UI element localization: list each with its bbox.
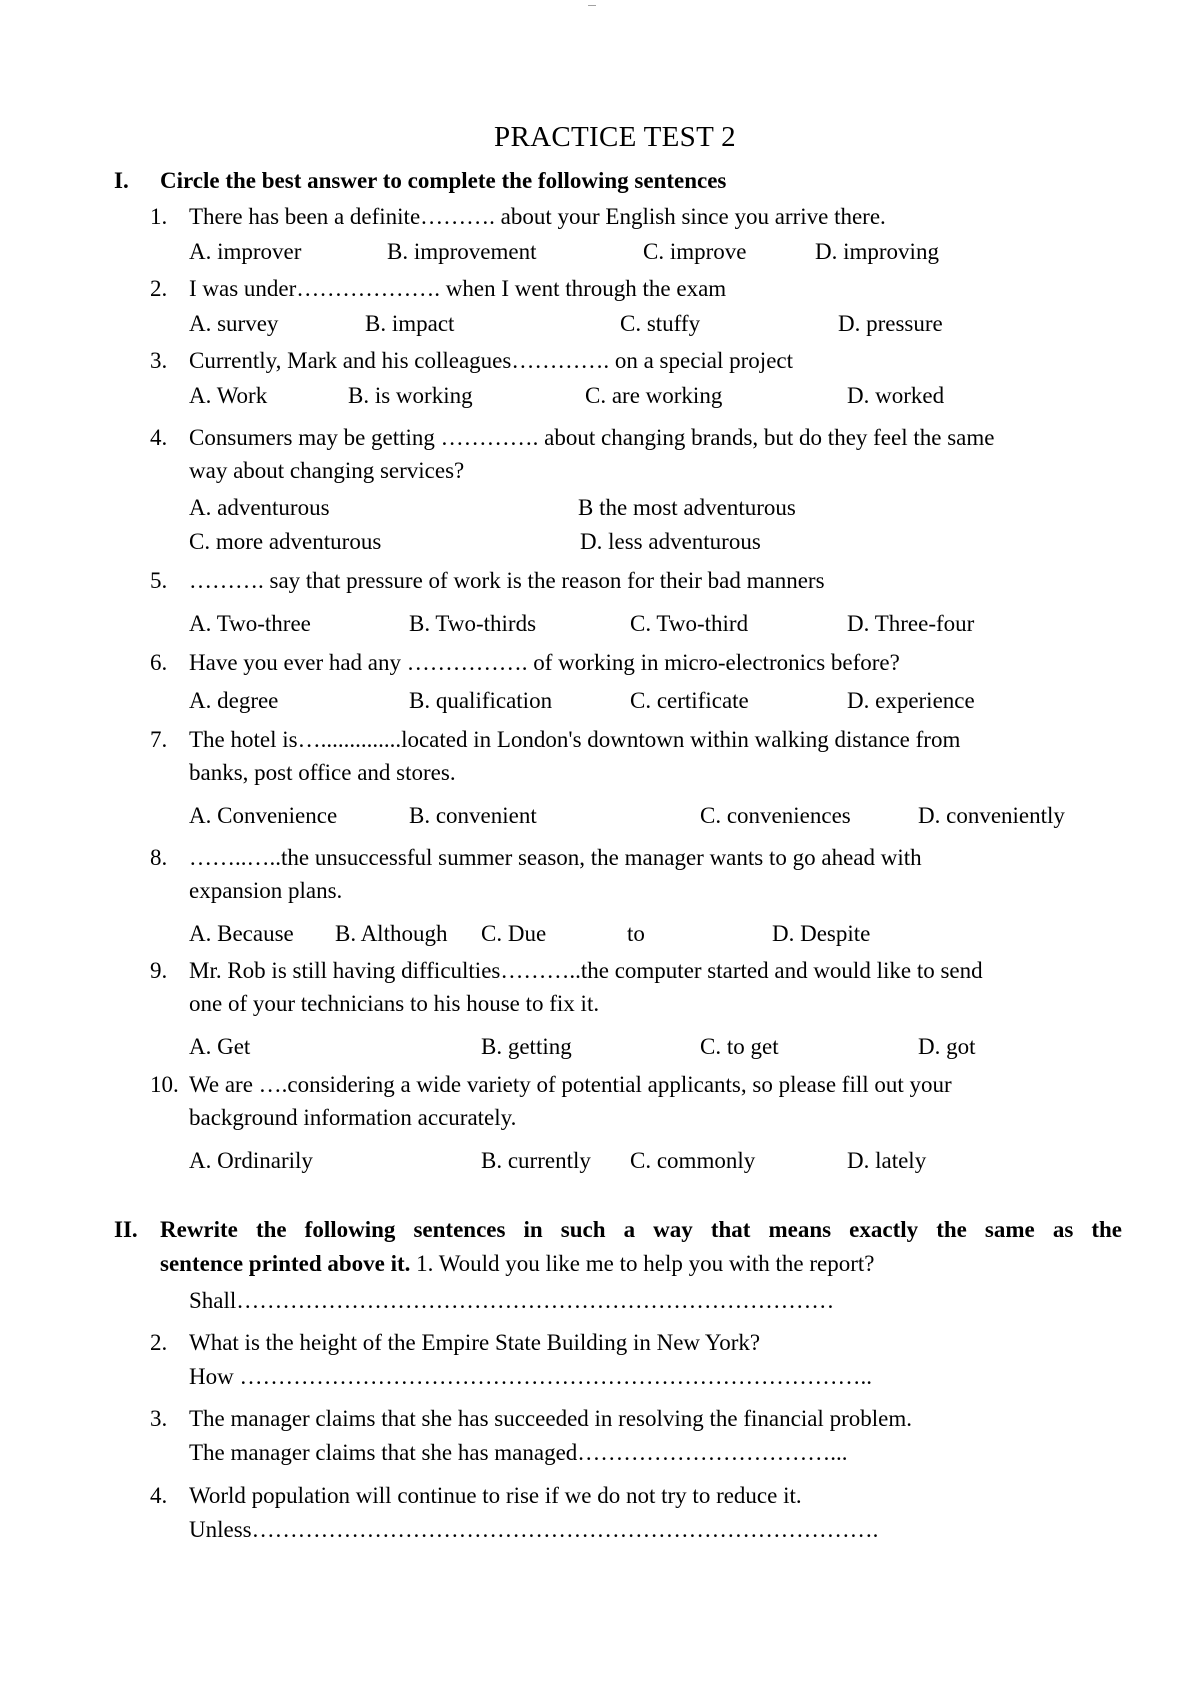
rewrite-number: 1. <box>416 1251 434 1276</box>
question-text-continued: background information accurately. <box>189 1105 517 1130</box>
rewrite-number: 3. <box>150 1406 168 1431</box>
option-a[interactable]: A. survey <box>189 311 279 336</box>
question-text: There has been a definite………. about your English since you arrive there. <box>189 204 886 229</box>
question-text-continued: way about changing services? <box>189 458 465 483</box>
option-d[interactable]: D. Three-four <box>847 611 975 636</box>
option-b[interactable]: B. qualification <box>409 688 553 713</box>
option-d[interactable]: D. got <box>918 1034 976 1059</box>
option-d[interactable]: D. lately <box>847 1148 927 1173</box>
rewrite-answer-line[interactable]: How ……………………………………………………………………….. <box>189 1364 872 1389</box>
question-number: 1. <box>150 204 168 229</box>
rewrite-sentence: What is the height of the Empire State Building in New York? <box>189 1330 761 1355</box>
option-c[interactable]: C. commonly <box>630 1148 756 1173</box>
option-b[interactable]: B. Two-thirds <box>409 611 537 636</box>
section1-roman: I. <box>114 168 129 193</box>
section2-heading: Rewrite the following sentences in such a way that means exactly the same as the <box>160 1217 1122 1242</box>
option-d[interactable]: D. experience <box>847 688 975 713</box>
question-text: We are ….considering a wide variety of potential applicants, so please fill out your <box>189 1072 952 1097</box>
question-text: Mr. Rob is still having difficulties………..the computer started and would like to send <box>189 958 983 983</box>
question-text: Consumers may be getting …………. about changing brands, but do they feel the same <box>189 425 995 450</box>
option-b[interactable]: B. improvement <box>387 239 537 264</box>
option-b[interactable]: B. is working <box>348 383 473 408</box>
option-a[interactable]: A. Convenience <box>189 803 338 828</box>
question-text: I was under………………. when I went through the exam <box>189 276 727 301</box>
section1-heading: Circle the best answer to complete the following sentences <box>160 168 727 193</box>
question-text: Have you ever had any ……………. of working in micro-electronics before? <box>189 650 900 675</box>
option-c[interactable]: C. conveniences <box>700 803 851 828</box>
rewrite-number: 4. <box>150 1483 168 1508</box>
option-b[interactable]: B. convenient <box>409 803 537 828</box>
question-text-continued: banks, post office and stores. <box>189 760 456 785</box>
option-b[interactable]: B the most adventurous <box>578 495 796 520</box>
question-number: 4. <box>150 425 168 450</box>
question-number: 2. <box>150 276 168 301</box>
question-number: 7. <box>150 727 168 752</box>
option-c[interactable]: C. to get <box>700 1034 779 1059</box>
option-c[interactable]: C. certificate <box>630 688 749 713</box>
option-b[interactable]: B. impact <box>365 311 455 336</box>
rewrite-sentence: The manager claims that she has succeeded in resolving the financial problem. <box>189 1406 912 1431</box>
question-text: The hotel is…..............located in London's downtown within walking distance from <box>189 727 961 752</box>
option-d[interactable]: D. conveniently <box>918 803 1065 828</box>
rewrite-sentence: World population will continue to rise if we do not try to reduce it. <box>189 1483 802 1508</box>
option-a[interactable]: A. adventurous <box>189 495 330 520</box>
option-b[interactable]: B. Although <box>335 921 448 946</box>
option-d[interactable]: D. worked <box>847 383 945 408</box>
option-a[interactable]: A. Two-three <box>189 611 311 636</box>
section2-roman: II. <box>114 1217 138 1242</box>
option-b[interactable]: B. currently <box>481 1148 591 1173</box>
option-a[interactable]: A. Work <box>189 383 268 408</box>
question-number: 6. <box>150 650 168 675</box>
rewrite-number: 2. <box>150 1330 168 1355</box>
option-a[interactable]: A. Get <box>189 1034 251 1059</box>
question-number: 9. <box>150 958 168 983</box>
question-text: ………. say that pressure of work is the reason for their bad manners <box>189 568 825 593</box>
option-d[interactable]: D. less adventurous <box>580 529 761 554</box>
question-text-continued: expansion plans. <box>189 878 343 903</box>
option-d[interactable]: D. Despite <box>772 921 871 946</box>
question-number: 5. <box>150 568 168 593</box>
option-b[interactable]: B. getting <box>481 1034 572 1059</box>
section2-heading-continued <box>160 1249 874 1279</box>
option-c[interactable]: C. Due <box>481 921 547 946</box>
option-a[interactable]: A. degree <box>189 688 279 713</box>
option-c[interactable]: C. stuffy <box>620 311 701 336</box>
header-mark: .... <box>588 0 596 8</box>
rewrite-answer-line[interactable]: Shall…………………………………………………………………… <box>189 1288 835 1313</box>
option-d[interactable]: D. pressure <box>838 311 943 336</box>
rewrite-sentence: Would you like me to help you with the report? <box>438 1251 875 1276</box>
option-d[interactable]: D. improving <box>815 239 939 264</box>
question-text: ……..…..the unsuccessful summer season, the manager wants to go ahead with <box>189 845 922 870</box>
option-a[interactable]: A. Because <box>189 921 294 946</box>
rewrite-answer-line[interactable]: Unless………………………………………………………………………. <box>189 1517 879 1542</box>
page-title: PRACTICE TEST 2 <box>494 121 736 153</box>
question-text-continued: one of your technicians to his house to fix it. <box>189 991 600 1016</box>
question-number: 8. <box>150 845 168 870</box>
option-c-continued: to <box>627 921 645 946</box>
option-c[interactable]: C. more adventurous <box>189 529 382 554</box>
question-text: Currently, Mark and his colleagues…………. on a special project <box>189 348 794 373</box>
option-a[interactable]: A. Ordinarily <box>189 1148 313 1173</box>
question-number: 3. <box>150 348 168 373</box>
rewrite-answer-line[interactable]: The manager claims that she has managed……………………………... <box>189 1440 848 1465</box>
option-c[interactable]: C. improve <box>643 239 747 264</box>
option-a[interactable]: A. improver <box>189 239 302 264</box>
section2-heading-end: sentence printed above it. <box>160 1251 411 1276</box>
option-c[interactable]: C. Two-third <box>630 611 749 636</box>
option-c[interactable]: C. are working <box>585 383 723 408</box>
question-number: 10. <box>150 1072 179 1097</box>
